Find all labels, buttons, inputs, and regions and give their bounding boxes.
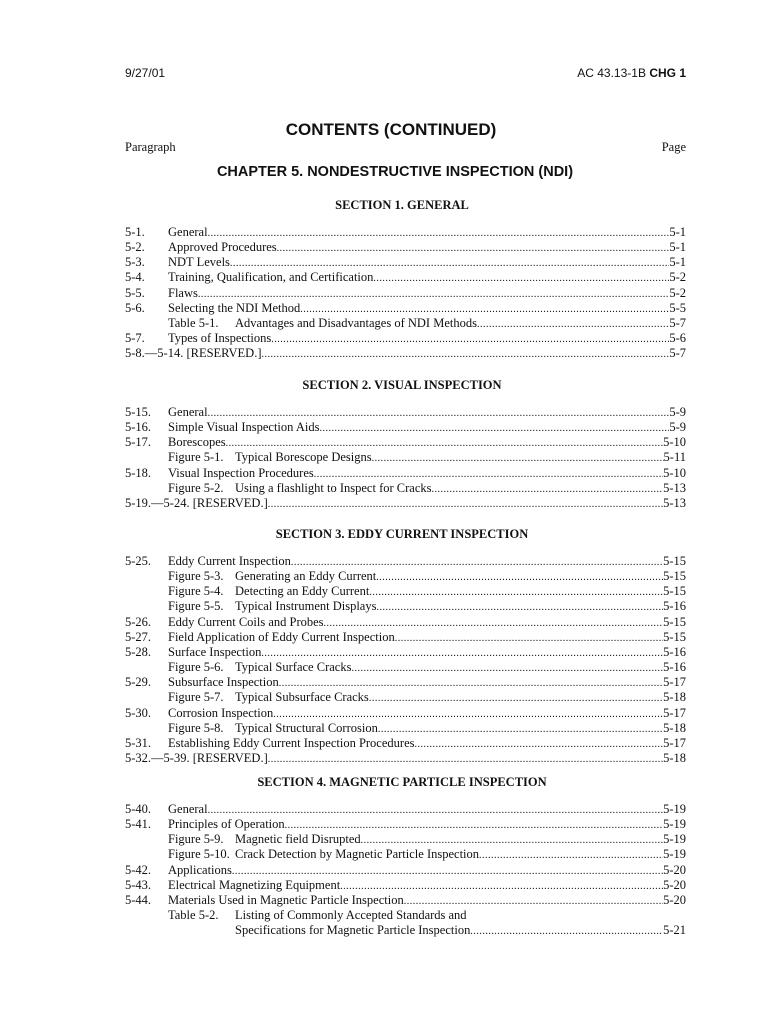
dot-leader bbox=[372, 451, 664, 466]
toc-entry-caption: Figure 5-10. bbox=[168, 847, 230, 862]
toc-entry-number: 5-44. bbox=[125, 892, 152, 907]
toc-entry[interactable] bbox=[125, 554, 686, 569]
dot-leader bbox=[479, 848, 663, 863]
dot-leader bbox=[319, 421, 669, 436]
toc-entry-number: 5-43. bbox=[125, 877, 152, 892]
toc-entry-label: General bbox=[168, 802, 208, 816]
toc-entry-caption: Figure 5-5. bbox=[168, 599, 224, 614]
toc-entry[interactable] bbox=[125, 675, 686, 690]
header-doc-id bbox=[577, 66, 686, 80]
toc-entry[interactable] bbox=[168, 908, 686, 923]
toc-entry[interactable] bbox=[168, 569, 686, 584]
toc-entry-label: Typical Borescope Designs bbox=[235, 450, 372, 465]
toc-entry-page: 5-15 bbox=[663, 614, 686, 629]
toc-entry-label: NDT Levels bbox=[168, 255, 230, 270]
section-title: SECTION 1. GENERAL bbox=[335, 198, 469, 212]
dot-leader bbox=[324, 616, 664, 631]
toc-entry[interactable] bbox=[125, 496, 686, 511]
toc-entry-label: 5-32.—5-39. [RESERVED.] bbox=[125, 750, 268, 765]
toc-entry-label: Magnetic field Disrupted bbox=[235, 832, 361, 847]
toc-entry-text bbox=[168, 569, 376, 584]
dot-leader bbox=[373, 271, 669, 286]
toc-entry[interactable] bbox=[168, 660, 686, 675]
toc-entry-label: Using a flashlight to Inspect for Cracks bbox=[235, 480, 432, 495]
toc-entry-page: 5-19 bbox=[663, 847, 686, 862]
dot-leader bbox=[232, 864, 663, 879]
doc-number: AC 43.13-1B bbox=[577, 66, 646, 80]
dot-leader bbox=[314, 467, 663, 482]
toc-entry-number: 5-31. bbox=[125, 735, 152, 750]
toc-entry-page: 5-18 bbox=[663, 720, 686, 735]
change-number: CHG 1 bbox=[649, 66, 686, 80]
toc-entry[interactable] bbox=[125, 629, 686, 645]
toc-entry-text bbox=[168, 450, 372, 465]
toc-entry-label: Approved Procedures bbox=[168, 240, 277, 255]
toc-entry-page: 5-18 bbox=[663, 690, 686, 705]
dot-leader bbox=[230, 256, 669, 271]
toc-entry-label: Typical Subsurface Cracks bbox=[235, 690, 369, 705]
toc-entry-page: 5-7 bbox=[669, 315, 686, 330]
toc-entry-label: Crack Detection by Magnetic Particle Inspection bbox=[235, 847, 480, 862]
dot-leader bbox=[369, 585, 663, 600]
toc-entry-caption: Figure 5-3. bbox=[168, 569, 224, 584]
toc-entry-label: General bbox=[168, 405, 208, 419]
toc-entry[interactable] bbox=[125, 285, 686, 301]
toc-entry-number: 5-1. bbox=[125, 225, 145, 239]
toc-entry-page: 5-17 bbox=[663, 705, 686, 720]
dot-leader bbox=[376, 600, 663, 615]
dot-leader bbox=[395, 631, 663, 646]
toc-entry-number: 5-18. bbox=[125, 465, 152, 480]
toc-entry-caption: Table 5-2. bbox=[168, 908, 219, 923]
column-header-paragraph: Paragraph bbox=[125, 140, 176, 154]
toc-entry-page: 5-20 bbox=[663, 877, 686, 892]
toc-entry-label: Surface Inspection bbox=[168, 644, 262, 659]
toc-entry[interactable] bbox=[125, 892, 686, 908]
toc-entry[interactable] bbox=[168, 584, 686, 599]
toc-entry-number: 5-28. bbox=[125, 644, 152, 659]
toc-entry[interactable] bbox=[168, 599, 686, 614]
toc-entry-label: Electrical Magnetizing Equipment bbox=[168, 877, 341, 892]
toc-entry-label: Listing of Commonly Accepted Standards and bbox=[235, 908, 467, 923]
toc-entry-page: 5-19 bbox=[663, 817, 686, 832]
toc-entry-number: 5-27. bbox=[125, 629, 152, 644]
toc-entry-page: 5-7 bbox=[669, 346, 686, 361]
toc-entry-caption: Table 5-1. bbox=[168, 315, 219, 330]
toc-entry-label: Simple Visual Inspection Aids bbox=[168, 420, 320, 435]
dot-leader bbox=[198, 287, 669, 302]
dot-leader bbox=[268, 752, 663, 767]
toc-entry[interactable] bbox=[125, 465, 686, 481]
toc-entry-caption: Figure 5-7. bbox=[168, 690, 224, 705]
toc-entry[interactable] bbox=[168, 847, 686, 862]
dot-leader bbox=[271, 332, 669, 347]
toc-entry-page: 5-13 bbox=[663, 480, 686, 495]
column-header-page: Page bbox=[661, 140, 686, 154]
dot-leader bbox=[279, 676, 663, 691]
toc-entry[interactable] bbox=[125, 705, 686, 721]
section-title: SECTION 2. VISUAL INSPECTION bbox=[302, 378, 502, 392]
toc-entry-page: 5-10 bbox=[663, 465, 686, 480]
toc-entry-number: 5-26. bbox=[125, 614, 152, 629]
toc-entry-label: General bbox=[168, 225, 208, 239]
toc-entry-page: 5-21 bbox=[663, 923, 686, 938]
dot-leader bbox=[208, 803, 664, 818]
toc-entry-label: Principles of Operation bbox=[168, 817, 285, 832]
toc-entry-text bbox=[168, 908, 467, 923]
toc-entry-label: Visual Inspection Procedures bbox=[168, 465, 314, 480]
toc-entry-caption: Figure 5-9. bbox=[168, 832, 224, 847]
toc-entry-page: 5-16 bbox=[663, 599, 686, 614]
toc-entry[interactable] bbox=[125, 877, 686, 893]
toc-entry[interactable] bbox=[125, 331, 686, 346]
toc-entry-label: Eddy Current Coils and Probes bbox=[168, 614, 324, 629]
toc-entry[interactable] bbox=[125, 346, 686, 361]
toc-entry-number: 5-4. bbox=[125, 270, 145, 285]
toc-entry[interactable] bbox=[125, 862, 686, 878]
dot-leader bbox=[262, 347, 670, 362]
toc-entry-caption: Figure 5-6. bbox=[168, 660, 224, 675]
toc-entry-page: 5-1 bbox=[669, 255, 686, 270]
toc-entry-number: 5-15. bbox=[125, 405, 152, 419]
toc-entry-page: 5-2 bbox=[669, 285, 686, 300]
dot-leader bbox=[351, 661, 663, 676]
toc-entry-number: 5-41. bbox=[125, 817, 152, 832]
toc-entry-label: Applications bbox=[168, 862, 232, 877]
toc-entry-number: 5-3. bbox=[125, 255, 145, 270]
toc-entry-caption: Figure 5-2. bbox=[168, 480, 224, 495]
dot-leader bbox=[404, 894, 663, 909]
toc-entry[interactable] bbox=[125, 270, 686, 285]
toc-entry-page: 5-1 bbox=[669, 240, 686, 255]
toc-entry-page: 5-15 bbox=[663, 584, 686, 599]
toc-entry[interactable] bbox=[125, 405, 686, 420]
toc-entry-label: Flaws bbox=[168, 285, 198, 300]
toc-entry-page: 5-5 bbox=[669, 300, 686, 315]
toc-entry-text bbox=[168, 481, 431, 496]
dot-leader bbox=[208, 406, 670, 421]
toc-entry-page: 5-15 bbox=[663, 629, 686, 644]
toc-entry-label: Typical Instrument Displays bbox=[235, 599, 377, 614]
toc-entry-label: Types of Inspections bbox=[168, 331, 272, 346]
toc-entry-number: 5-30. bbox=[125, 705, 152, 720]
toc-entry-label: Subsurface Inspection bbox=[168, 675, 279, 690]
toc-entry-text bbox=[168, 599, 376, 614]
toc-entry[interactable] bbox=[125, 644, 686, 660]
toc-entry-label: Selecting the NDI Method bbox=[168, 300, 301, 315]
toc-entry-number: 5-5. bbox=[125, 285, 145, 300]
section-title: SECTION 3. EDDY CURRENT INSPECTION bbox=[275, 527, 529, 541]
toc-entry-label: Eddy Current Inspection bbox=[168, 554, 291, 568]
toc-entry[interactable] bbox=[125, 240, 686, 255]
toc-entry-page: 5-20 bbox=[663, 892, 686, 907]
toc-entry-number: 5-29. bbox=[125, 675, 152, 690]
toc-entry[interactable] bbox=[125, 614, 686, 630]
toc-entry-label: 5-8.—5-14. [RESERVED.] bbox=[125, 346, 262, 361]
toc-entry[interactable] bbox=[168, 481, 686, 496]
toc-entry[interactable] bbox=[125, 435, 686, 450]
dot-leader bbox=[226, 436, 663, 451]
toc-entry-number: 5-16. bbox=[125, 420, 152, 435]
toc-entry-number: 5-25. bbox=[125, 554, 152, 568]
toc-entry-label: Corrosion Inspection bbox=[168, 705, 274, 720]
toc-entry-page: 5-17 bbox=[663, 735, 686, 750]
header-date: 9/27/01 bbox=[125, 66, 166, 80]
dot-leader bbox=[378, 722, 663, 737]
toc-entry[interactable] bbox=[235, 923, 686, 938]
toc-entry-number: 5-40. bbox=[125, 802, 152, 816]
dot-leader bbox=[268, 497, 663, 512]
dot-leader bbox=[470, 924, 663, 939]
toc-entry[interactable] bbox=[125, 420, 686, 435]
toc-entry-label: Materials Used in Magnetic Particle Inspection bbox=[168, 892, 404, 907]
toc-entry-text bbox=[168, 316, 477, 331]
toc-entry-label: Typical Structural Corrosion bbox=[235, 720, 378, 735]
toc-entry[interactable] bbox=[168, 690, 686, 705]
dot-leader bbox=[285, 818, 663, 833]
toc-entry-page: 5-2 bbox=[669, 270, 686, 285]
dot-leader bbox=[291, 555, 663, 570]
toc-entry-label: 5-19.—5-24. [RESERVED.] bbox=[125, 495, 268, 510]
toc-entry-number: 5-7. bbox=[125, 331, 145, 346]
dot-leader bbox=[431, 482, 663, 497]
toc-entry-label: Typical Surface Cracks bbox=[235, 660, 352, 675]
dot-leader bbox=[340, 879, 663, 894]
toc-entry-number: 5-2. bbox=[125, 240, 145, 255]
dot-leader bbox=[300, 302, 669, 317]
toc-entry-page: 5-11 bbox=[663, 450, 686, 465]
toc-entry[interactable] bbox=[168, 316, 686, 331]
dot-leader bbox=[376, 570, 663, 585]
toc-entry-page: 5-13 bbox=[663, 495, 686, 510]
section-title: SECTION 4. MAGNETIC PARTICLE INSPECTION bbox=[257, 775, 547, 789]
dot-leader bbox=[208, 226, 670, 241]
toc-entry-text bbox=[168, 690, 369, 705]
toc-entry-page: 5-16 bbox=[663, 644, 686, 659]
dot-leader bbox=[369, 691, 663, 706]
toc-entry-page: 5-9 bbox=[669, 405, 686, 419]
toc-entry-label: Training, Qualification, and Certification bbox=[168, 270, 374, 285]
toc-entry-page: 5-15 bbox=[663, 554, 686, 568]
toc-entry-text bbox=[168, 584, 369, 599]
dot-leader bbox=[414, 737, 663, 752]
dot-leader bbox=[361, 833, 663, 848]
toc-entry[interactable] bbox=[168, 832, 686, 847]
toc-entry-page: 5-20 bbox=[663, 862, 686, 877]
toc-entry-label: Advantages and Disadvantages of NDI Methods bbox=[235, 315, 477, 330]
toc-entry-page: 5-19 bbox=[663, 802, 686, 816]
toc-entry-page: 5-18 bbox=[663, 750, 686, 765]
page-title: CONTENTS (CONTINUED) bbox=[285, 120, 497, 139]
toc-entry-label: Detecting an Eddy Current bbox=[235, 584, 370, 599]
toc-entry-label: Borescopes bbox=[168, 435, 226, 450]
toc-entry-page: 5-17 bbox=[663, 675, 686, 690]
toc-entry-text bbox=[168, 832, 361, 847]
toc-entry-page: 5-9 bbox=[669, 420, 686, 435]
toc-entry[interactable] bbox=[125, 300, 686, 316]
toc-entry[interactable] bbox=[125, 735, 686, 751]
dot-leader bbox=[277, 241, 670, 256]
toc-entry-page: 5-6 bbox=[669, 331, 686, 346]
toc-entry-caption: Figure 5-4. bbox=[168, 584, 224, 599]
toc-entry-text bbox=[168, 660, 351, 675]
toc-entry[interactable] bbox=[125, 817, 686, 832]
toc-entry-caption: Figure 5-1. bbox=[168, 450, 224, 465]
toc-entry-page: 5-1 bbox=[669, 225, 686, 239]
toc-entry-label: Field Application of Eddy Current Inspection bbox=[168, 629, 395, 644]
toc-entry-page: 5-19 bbox=[663, 832, 686, 847]
toc-entry-number: 5-17. bbox=[125, 435, 152, 450]
toc-entry-label: Establishing Eddy Current Inspection Procedures bbox=[168, 735, 415, 750]
toc-entry-page: 5-15 bbox=[663, 569, 686, 584]
toc-entry-label: Specifications for Magnetic Particle Inspection bbox=[235, 923, 471, 938]
toc-entry-page: 5-16 bbox=[663, 660, 686, 675]
toc-entry[interactable] bbox=[168, 450, 686, 465]
toc-entry[interactable] bbox=[125, 255, 686, 270]
dot-leader bbox=[477, 317, 669, 332]
toc-entry-page: 5-10 bbox=[663, 435, 686, 450]
toc-entry[interactable] bbox=[168, 721, 686, 736]
toc-entry-caption: Figure 5-8. bbox=[168, 720, 224, 735]
toc-entry[interactable] bbox=[125, 225, 686, 240]
toc-entry-text bbox=[168, 721, 378, 736]
toc-entry-label: Generating an Eddy Current bbox=[235, 569, 377, 584]
toc-entry[interactable] bbox=[125, 802, 686, 817]
dot-leader bbox=[273, 707, 663, 722]
toc-entry-text bbox=[168, 847, 479, 862]
chapter-title: CHAPTER 5. NONDESTRUCTIVE INSPECTION (NDI) bbox=[216, 164, 574, 180]
toc-entry[interactable] bbox=[125, 751, 686, 766]
toc-entry-number: 5-42. bbox=[125, 862, 152, 877]
toc-entry-number: 5-6. bbox=[125, 300, 145, 315]
dot-leader bbox=[261, 646, 663, 661]
